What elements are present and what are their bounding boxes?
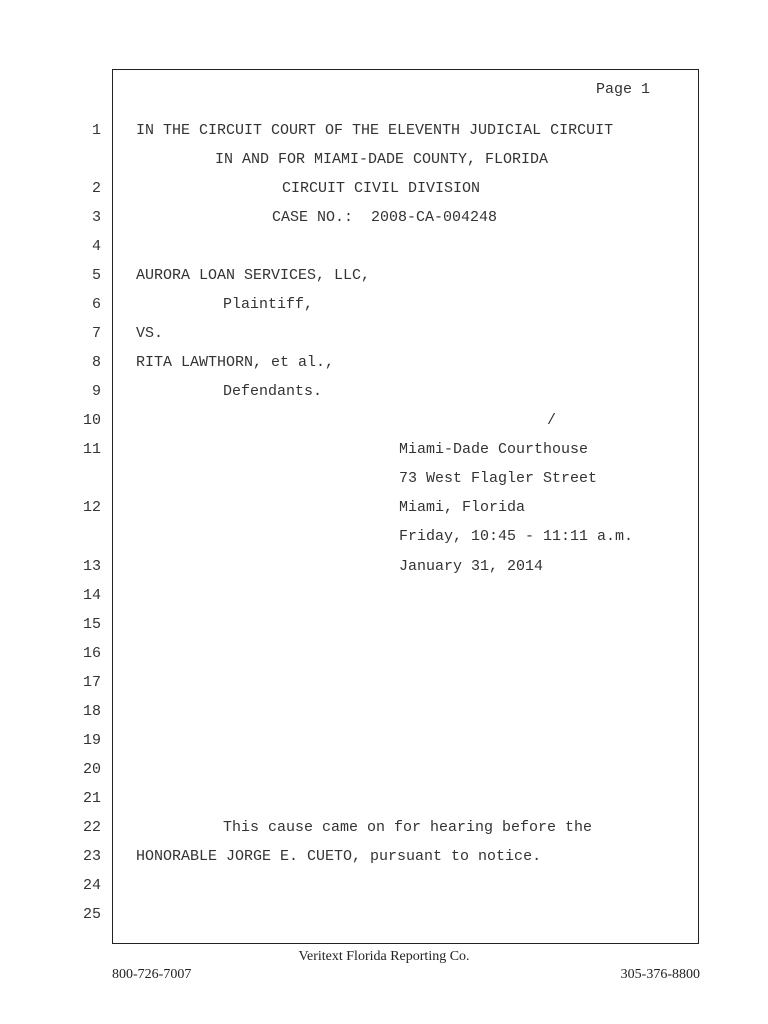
location-city: Miami, Florida — [399, 499, 526, 516]
line-number: 2 — [91, 180, 101, 197]
line-number: 22 — [82, 819, 101, 836]
line-number: 10 — [82, 412, 101, 429]
line-number: 21 — [82, 790, 101, 807]
line-number: 25 — [82, 906, 101, 923]
statement-line-2: HONORABLE JORGE E. CUETO, pursuant to notice. — [136, 848, 542, 865]
caption-slash: / — [547, 412, 557, 429]
line-number: 17 — [82, 674, 101, 691]
line-number: 24 — [82, 877, 101, 894]
line-number: 11 — [82, 441, 101, 458]
line-number: 12 — [82, 499, 101, 516]
versus-label: VS. — [136, 325, 164, 342]
case-number: CASE NO.: 2008-CA-004248 — [272, 209, 498, 226]
line-number: 20 — [82, 761, 101, 778]
line-number: 16 — [82, 645, 101, 662]
line-number: 15 — [82, 616, 101, 633]
line-number: 4 — [91, 238, 101, 255]
hearing-date: January 31, 2014 — [399, 558, 544, 575]
plaintiff-name: AURORA LOAN SERVICES, LLC, — [136, 267, 371, 284]
statement-line-1: This cause came on for hearing before the — [223, 819, 593, 836]
line-number: 5 — [91, 267, 101, 284]
line-number: 8 — [91, 354, 101, 371]
defendant-name: RITA LAWTHORN, et al., — [136, 354, 335, 371]
page-label: Page 1 — [596, 81, 651, 98]
court-heading-line-1: IN THE CIRCUIT COURT OF THE ELEVENTH JUDICIAL CIRCUIT — [136, 122, 614, 139]
line-number: 13 — [82, 558, 101, 575]
phone-left: 800-726-7007 — [112, 967, 192, 982]
line-number: 14 — [82, 587, 101, 604]
division-heading: CIRCUIT CIVIL DIVISION — [282, 180, 481, 197]
line-number: 1 — [91, 122, 101, 139]
line-number: 19 — [82, 732, 101, 749]
line-number: 23 — [82, 848, 101, 865]
line-number: 9 — [91, 383, 101, 400]
line-number: 18 — [82, 703, 101, 720]
court-heading-line-2: IN AND FOR MIAMI-DADE COUNTY, FLORIDA — [215, 151, 549, 168]
line-number: 6 — [91, 296, 101, 313]
line-number: 7 — [91, 325, 101, 342]
hearing-time: Friday, 10:45 - 11:11 a.m. — [399, 528, 634, 545]
location-building: Miami-Dade Courthouse — [399, 441, 589, 458]
reporter-name: Veritext Florida Reporting Co. — [298, 949, 470, 964]
location-street: 73 West Flagler Street — [399, 470, 598, 487]
phone-right: 305-376-8800 — [620, 967, 700, 982]
plaintiff-label: Plaintiff, — [223, 296, 314, 313]
line-number: 3 — [91, 209, 101, 226]
defendant-label: Defendants. — [223, 383, 323, 400]
